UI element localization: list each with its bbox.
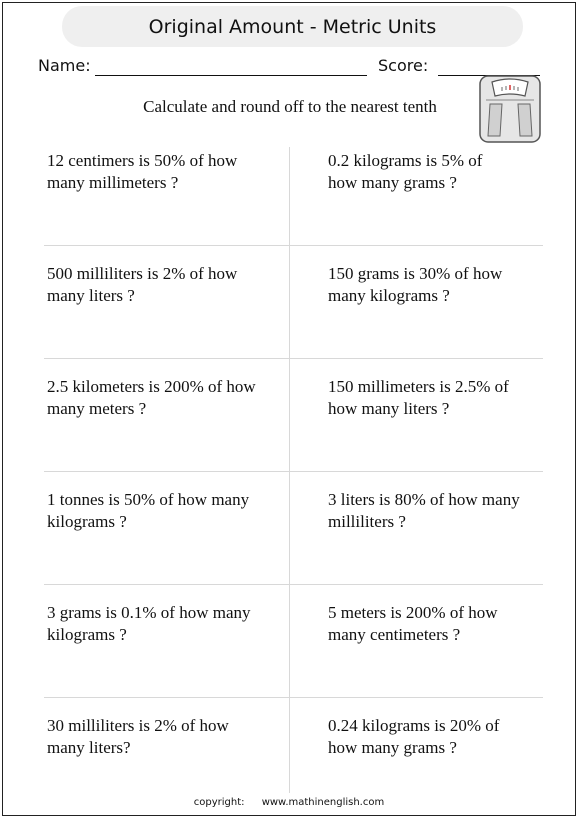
footer-copyright bbox=[0, 797, 578, 808]
score-label: Score: bbox=[378, 56, 429, 75]
name-field-line[interactable] bbox=[95, 75, 367, 76]
row-divider bbox=[44, 471, 543, 472]
row-divider bbox=[44, 697, 543, 698]
question-3: 500 milliliters is 2% of how many liters ? bbox=[47, 264, 238, 305]
copyright-label: copyright: bbox=[193, 797, 245, 808]
question-8: 3 liters is 80% of how many milliliters ? bbox=[328, 490, 520, 531]
question-10: 5 meters is 200% of how many centimeters ? bbox=[328, 603, 498, 644]
instruction-text: Calculate and round off to the nearest tenth bbox=[143, 97, 437, 116]
question-11: 30 milliliters is 2% of how many liters? bbox=[47, 716, 229, 757]
question-6: 150 millimeters is 2.5% of how many liters ? bbox=[328, 377, 509, 418]
name-score-row bbox=[38, 56, 548, 80]
worksheet-title bbox=[62, 6, 523, 47]
row-divider bbox=[44, 358, 543, 359]
question-1: 12 centimers is 50% of how many millimeters ? bbox=[47, 151, 238, 192]
name-label: Name: bbox=[38, 56, 91, 75]
row-divider bbox=[44, 245, 543, 246]
bathroom-scale-icon bbox=[478, 74, 542, 144]
question-4: 150 grams is 30% of how many kilograms ? bbox=[328, 264, 503, 305]
question-2: 0.2 kilograms is 5% of how many grams ? bbox=[328, 151, 483, 192]
row-divider bbox=[44, 584, 543, 585]
question-12: 0.24 kilograms is 20% of how many grams ? bbox=[328, 716, 500, 757]
question-9: 3 grams is 0.1% of how many kilograms ? bbox=[47, 603, 251, 644]
question-5: 2.5 kilometers is 200% of how many meters ? bbox=[47, 377, 256, 418]
site-link[interactable]: www.mathinenglish.com bbox=[261, 797, 385, 808]
worksheet-title-text: Original Amount - Metric Units bbox=[148, 15, 437, 38]
question-7: 1 tonnes is 50% of how many kilograms ? bbox=[47, 490, 250, 531]
